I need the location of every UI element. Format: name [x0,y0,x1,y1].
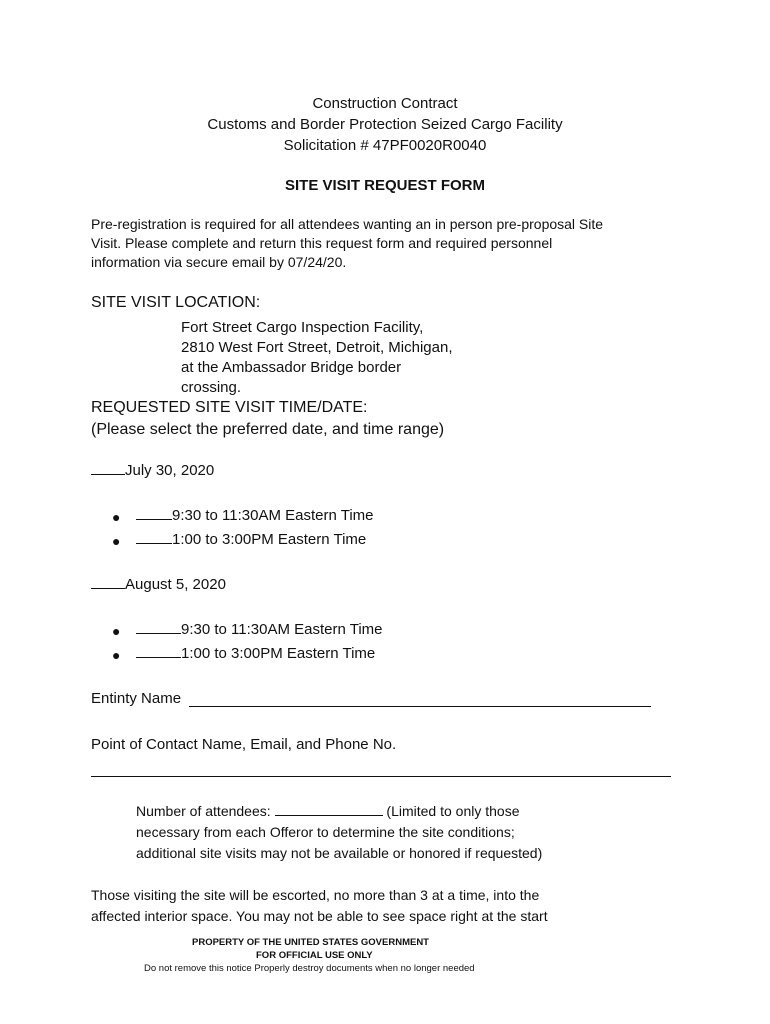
intro-line: information via secure email by 07/24/20. [91,254,347,270]
date-label: August 5, 2020 [125,576,226,593]
requested-heading: REQUESTED SITE VISIT TIME/DATE: [91,399,368,416]
attendees-note: (Limited to only those [382,803,520,819]
time-option[interactable] [136,645,375,662]
entity-name-field[interactable] [189,706,651,707]
checkbox-blank[interactable] [91,473,125,475]
contact-field[interactable] [91,776,671,777]
address-line: Fort Street Cargo Inspection Facility, [181,319,424,336]
date-label: July 30, 2020 [125,462,215,479]
bullet-icon: ● [112,533,121,549]
time-label: 9:30 to 11:30AM Eastern Time [181,621,383,638]
date-option-july-30[interactable] [91,462,214,479]
footer-property: PROPERTY OF THE UNITED STATES GOVERNMENT [192,937,429,948]
time-label: 1:00 to 3:00PM Eastern Time [172,531,367,548]
time-option[interactable] [136,531,366,548]
address-line: crossing. [181,379,242,396]
footer-notice: Do not remove this notice Properly destroy documents when no longer needed [144,963,475,974]
bullet-icon: ● [112,623,121,639]
time-option[interactable] [136,507,374,524]
checkbox-blank[interactable] [91,587,125,589]
checkbox-blank[interactable] [136,632,181,634]
checkbox-blank[interactable] [136,656,181,658]
attendees-line: necessary from each Offeror to determine the site conditions; [136,824,515,840]
time-option[interactable] [136,621,383,638]
escort-line: Those visiting the site will be escorted, no more than 3 at a time, into the [91,887,540,903]
requested-instruction: (Please select the preferred date, and time range) [91,421,445,438]
entity-name-label: Entinty Name [91,690,182,707]
attendees-line [136,803,520,819]
date-option-august-5[interactable] [91,576,226,593]
attendees-count-field[interactable] [275,814,383,816]
checkbox-blank[interactable] [136,518,172,520]
checkbox-blank[interactable] [136,542,172,544]
intro-line: Pre-registration is required for all attendees wanting an in person pre-proposal Site [91,216,604,232]
address-line: at the Ambassador Bridge border [181,359,402,376]
facility-name: Customs and Border Protection Seized Cargo Facility [207,116,563,133]
attendees-label: Number of attendees: [136,803,275,819]
escort-line: affected interior space. You may not be able to see space right at the start [91,908,548,924]
location-heading: SITE VISIT LOCATION: [91,294,261,311]
time-label: 9:30 to 11:30AM Eastern Time [172,507,374,524]
address-line: 2810 West Fort Street, Detroit, Michigan, [181,339,453,356]
bullet-icon: ● [112,647,121,663]
contract-title: Construction Contract [312,95,458,112]
attendees-line: additional site visits may not be available or honored if requested) [136,845,543,861]
time-label: 1:00 to 3:00PM Eastern Time [181,645,376,662]
bullet-icon: ● [112,509,121,525]
footer-official-use: FOR OFFICIAL USE ONLY [256,950,373,961]
intro-line: Visit. Please complete and return this request form and required personnel [91,235,553,251]
form-title: SITE VISIT REQUEST FORM [284,177,486,194]
contact-label: Point of Contact Name, Email, and Phone No. [91,736,397,753]
solicitation-number: Solicitation # 47PF0020R0040 [283,137,487,154]
